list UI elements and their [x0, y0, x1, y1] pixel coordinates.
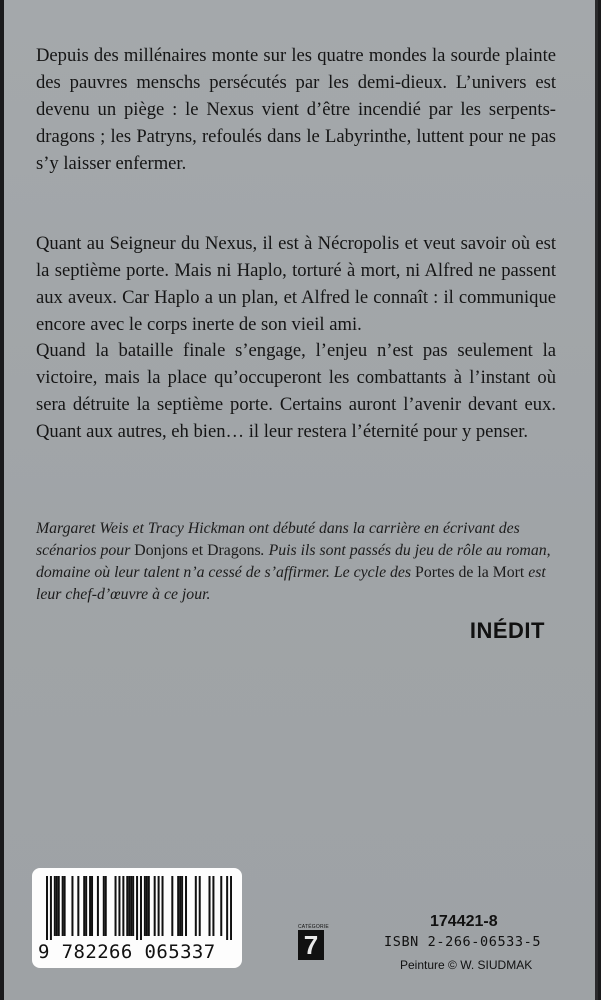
- barcode-bar: [62, 876, 64, 936]
- isbn-number: ISBN 2-266-06533-5: [384, 934, 542, 950]
- barcode-bar: [83, 876, 85, 936]
- barcode-bar: [177, 876, 179, 936]
- barcode-bar: [89, 876, 91, 936]
- bio-text-3: est leur chef-d’œuvre à ce jour.: [36, 564, 546, 603]
- bio-title-donjons: Donjons et Dragons: [134, 542, 261, 559]
- barcode-bar: [118, 876, 120, 936]
- barcode-digits: 9 782266 065337: [38, 941, 216, 963]
- barcode-bar: [179, 876, 181, 936]
- book-back-cover: [4, 0, 598, 1000]
- barcode-bar: [91, 876, 93, 936]
- barcode-bar: [130, 876, 132, 936]
- product-code: 174421-8: [430, 913, 498, 930]
- barcode-bar: [209, 876, 211, 936]
- barcode-bar: [148, 876, 150, 936]
- barcode-bar: [146, 876, 148, 936]
- barcode-bar: [46, 876, 48, 940]
- barcode-bar: [199, 876, 201, 936]
- barcode-bar: [140, 876, 142, 940]
- barcode-bar: [195, 876, 197, 936]
- barcode-bar: [230, 876, 232, 940]
- category-number: 7: [298, 930, 324, 960]
- barcode-bar: [171, 876, 173, 936]
- bio-text-1: Margaret Weis et Tracy Hickman ont débuté dans la carrière en écrivant des scénarios pour: [36, 520, 520, 559]
- barcode-bar: [56, 876, 58, 936]
- barcode-bar: [77, 876, 79, 936]
- category-mark: [298, 924, 329, 960]
- barcode-bar: [144, 876, 146, 936]
- blurb-paragraph-3: Quand la bataille finale s’engage, l’enjeu n’est pas seulement la victoire, mais la place qu’occuperont les combattants à l’instant où sera détruite la septième porte. Certains auront l’avenir devant eux. Quant aux autres, eh bien… il leur restera l’éternité pour y penser.: [36, 340, 556, 442]
- barcode-bar: [136, 876, 138, 940]
- barcode-bar: [64, 876, 66, 936]
- author-bio: [36, 518, 556, 606]
- barcode-bar: [97, 876, 99, 936]
- barcode-bar: [58, 876, 60, 936]
- bio-text-2: . Puis ils sont passés du jeu de rôle au roman, domaine où leur talent n’a cessé de s’affirmer. Le cycle des: [36, 542, 551, 581]
- barcode-bar: [126, 876, 128, 936]
- barcode-bar: [181, 876, 183, 936]
- barcode-bar: [220, 876, 222, 936]
- barcode-bar: [128, 876, 130, 936]
- barcode-icon: [46, 876, 232, 940]
- blurb-paragraph-1: Depuis des millénaires monte sur les quatre mondes la sourde plainte des pauvres menschs persécutés par les demi-dieux. L’univers est devenu un piège : le Nexus vient d’être incendié par les serpents-dragons ; les Patryns, refoulés dans le Labyrinthe, luttent pour ne pas s’y laisser enfermer.: [36, 45, 556, 174]
- barcode-bar: [162, 876, 164, 936]
- barcode-bar: [50, 876, 52, 940]
- barcode-bar: [226, 876, 228, 940]
- barcode-bar: [154, 876, 156, 936]
- barcode-bar: [54, 876, 56, 936]
- cover-art-credit: Peinture © W. SIUDMAK: [400, 958, 533, 972]
- inedit-badge: INÉDIT: [469, 618, 545, 643]
- barcode-bar: [122, 876, 124, 936]
- bio-title-portes: Portes de la Mort: [415, 564, 525, 581]
- barcode-bar: [103, 876, 105, 936]
- category-label: CATÉGORIE: [298, 924, 329, 930]
- barcode-label: [32, 868, 242, 968]
- barcode-bar: [105, 876, 107, 936]
- barcode-bar: [158, 876, 160, 936]
- barcode-bar: [132, 876, 134, 936]
- barcode-bar: [185, 876, 187, 936]
- barcode-bar: [115, 876, 117, 936]
- barcode-bar: [212, 876, 214, 936]
- barcode-bar: [85, 876, 87, 936]
- barcode-bar: [71, 876, 73, 936]
- blurb-paragraph-2: Quant au Seigneur du Nexus, il est à Nécropolis et veut savoir où est la septième porte. Mais ni Haplo, torturé à mort, ni Alfred ne passent aux aveux. Car Haplo a un plan, et Alfred le connaît : il communique encore avec le corps inerte de son vieil ami.: [36, 233, 556, 335]
